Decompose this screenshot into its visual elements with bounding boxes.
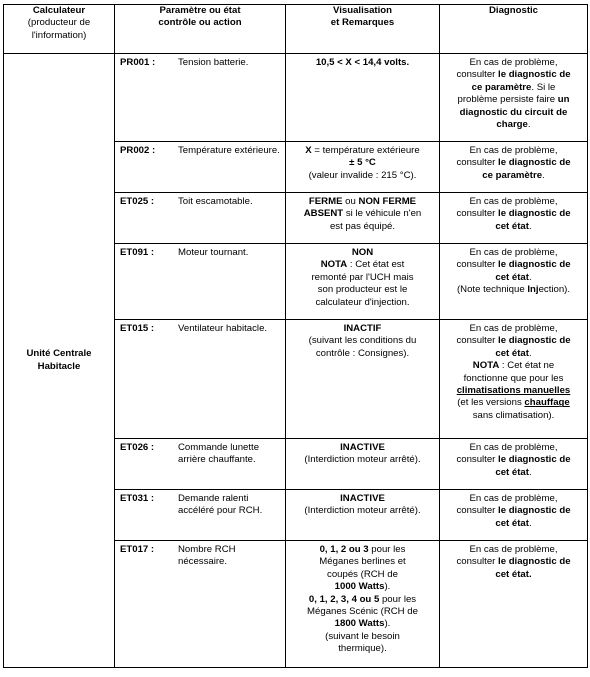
diagnostic-line	[443, 360, 584, 372]
parameter-cell	[115, 193, 286, 244]
header-vis-line-2: et Remarques	[330, 17, 395, 29]
visualisation-line	[289, 618, 436, 630]
visualisation-text: = température extérieure	[311, 145, 420, 156]
diagnostic-table	[3, 4, 588, 668]
parameter-cell	[115, 439, 286, 490]
diagnostic-text: le diagnostic de	[498, 259, 571, 271]
header-vis-line-1: Visualisation	[332, 5, 392, 16]
diagnostic-line	[443, 247, 584, 259]
diagnostic-text: consulter	[456, 335, 499, 347]
visualisation-line	[289, 544, 436, 556]
visualisation-text: INACTIVE	[340, 442, 385, 453]
visualisation-text: (suivant les conditions du	[308, 335, 417, 347]
diagnostic-line	[443, 94, 584, 106]
diagnostic-text: le diagnostic de	[498, 505, 571, 517]
diagnostic-text: . Si le	[531, 81, 556, 93]
header-calc-sub-2: l'information)	[31, 29, 87, 41]
diagnostic-line	[443, 493, 584, 505]
parameter-code: ET091 :	[120, 247, 155, 258]
diagnostic-text: consulter	[456, 69, 499, 81]
diagnostic-text: En cas de problème,	[469, 323, 558, 334]
calculator-name-line: Unité Centrale	[26, 348, 92, 360]
diagnostic-text: En cas de problème,	[469, 196, 558, 207]
diagnostic-text: consulter	[456, 556, 499, 568]
visualisation-text: Méganes Scénic (RCH de	[307, 606, 418, 618]
parameter-description: Demande ralenti accéléré pour RCH.	[178, 493, 263, 517]
diagnostic-line	[443, 505, 584, 517]
diagnostic-text: cet état	[495, 466, 529, 478]
diagnostic-text: .	[528, 517, 532, 529]
parameter-content	[120, 323, 282, 335]
parameter-content	[120, 247, 282, 259]
visualisation-text: (valeur invalide : 215 °C).	[308, 169, 417, 181]
diagnostic-text: consulter	[456, 259, 499, 271]
visualisation-text: ).	[384, 618, 391, 630]
diagnostic-line	[443, 556, 584, 568]
visualisation-cell	[286, 541, 440, 668]
diagnostic-text: cet état	[495, 271, 529, 283]
parameter-description: Commande lunette arrière chauffante.	[178, 442, 260, 466]
visualisation-line	[289, 606, 436, 618]
diagnostic-line	[443, 323, 584, 335]
diagnostic-line	[443, 170, 584, 182]
visualisation-cell	[286, 244, 440, 320]
parameter-code: ET025 :	[120, 196, 155, 207]
visualisation-text: (Interdiction moteur arrêté).	[304, 454, 421, 466]
header-diag-title: Diagnostic	[488, 5, 539, 16]
diagnostic-line	[443, 544, 584, 556]
visualisation-line	[289, 631, 436, 643]
header-calc-sub-1: (producteur de	[27, 17, 91, 29]
visualisation-line	[289, 323, 436, 335]
diagnostic-text: climatisations manuelles	[456, 385, 571, 397]
visualisation-text: 1800 Watts	[334, 618, 385, 630]
diagnostic-text: ce paramètre	[471, 81, 532, 93]
diagnostic-line	[443, 69, 584, 81]
parameter-content	[120, 57, 282, 69]
diagnostic-text: .	[528, 271, 532, 283]
visualisation-text: 0, 1, 2 ou 3	[319, 544, 369, 555]
parameter-content	[120, 442, 282, 467]
diagnostic-text: Inj	[527, 284, 539, 296]
diagnostic-text: cet état	[495, 517, 529, 529]
table-body	[4, 54, 588, 668]
diagnostic-cell	[440, 320, 588, 439]
calculator-cell	[4, 54, 115, 668]
visualisation-text: : Cet état est	[347, 259, 405, 271]
visualisation-line	[289, 259, 436, 271]
diagnostic-line	[443, 373, 584, 385]
diagnostic-cell	[440, 490, 588, 541]
diagnostic-line	[443, 82, 584, 94]
visualisation-text: NON	[351, 247, 374, 258]
header-visualisation	[286, 5, 440, 54]
visualisation-text: (Interdiction moteur arrêté).	[304, 505, 421, 517]
diagnostic-text: .	[527, 119, 531, 131]
diagnostic-text: cet état	[495, 220, 529, 232]
visualisation-line	[289, 57, 436, 69]
parameter-description: Toit escamotable.	[178, 196, 253, 207]
diagnostic-text: En cas de problème,	[469, 57, 558, 68]
visualisation-line	[289, 272, 436, 284]
diagnostic-text: (et les versions	[457, 397, 525, 409]
visualisation-line	[289, 556, 436, 568]
table-row	[4, 54, 588, 142]
diagnostic-line	[443, 208, 584, 220]
diagnostic-line	[443, 284, 584, 296]
diagnostic-text: .	[528, 347, 532, 359]
parameter-code: PR001 :	[120, 57, 156, 68]
parameter-code: ET031 :	[120, 493, 155, 504]
visualisation-text: thermique).	[338, 643, 387, 655]
visualisation-text: INACTIF	[343, 323, 382, 334]
diagnostic-line	[443, 196, 584, 208]
visualisation-text: pour les	[379, 593, 417, 605]
diagnostic-text: sans climatisation).	[472, 409, 555, 421]
visualisation-text: INACTIVE	[340, 493, 385, 504]
visualisation-text: remonté par l'UCH mais	[311, 271, 414, 283]
visualisation-line	[289, 145, 436, 157]
parameter-cell	[115, 541, 286, 668]
parameter-code: ET017 :	[120, 544, 155, 555]
diagnostic-text: consulter	[456, 208, 499, 220]
visualisation-text: pour les	[368, 544, 406, 555]
diagnostic-cell	[440, 541, 588, 668]
header-calc-title: Calculateur	[32, 5, 86, 16]
visualisation-line	[289, 170, 436, 182]
visualisation-cell	[286, 320, 440, 439]
diagnostic-cell	[440, 439, 588, 490]
diagnostic-text: En cas de problème,	[469, 544, 558, 555]
visualisation-text: si le véhicule n'en	[343, 208, 422, 220]
visualisation-text: est pas équipé.	[329, 220, 396, 232]
diagnostic-line	[443, 454, 584, 466]
visualisation-line	[289, 594, 436, 606]
diagnostic-text: le diagnostic de	[498, 69, 571, 81]
diagnostic-line	[443, 157, 584, 169]
diagnostic-line	[443, 107, 584, 119]
diagnostic-text: .	[542, 169, 545, 181]
diagnostic-line	[443, 397, 584, 409]
parameter-cell	[115, 142, 286, 193]
diagnostic-line	[443, 467, 584, 479]
header-parametre	[115, 5, 286, 54]
diagnostic-text: consulter	[456, 505, 499, 517]
parameter-description: Ventilateur habitacle.	[178, 323, 268, 334]
diagnostic-text: .	[528, 220, 532, 232]
diagnostic-line	[443, 119, 584, 131]
diagnostic-line	[443, 335, 584, 347]
diagnostic-text: un	[557, 94, 570, 106]
visualisation-text: NON FERME	[358, 196, 417, 207]
diagnostic-line	[443, 569, 584, 581]
parameter-code: ET026 :	[120, 442, 155, 453]
visualisation-cell	[286, 193, 440, 244]
visualisation-text: (suivant le besoin	[325, 630, 400, 642]
diagnostic-text: consulter	[456, 157, 499, 169]
visualisation-text: 0, 1, 2, 3, 4 ou 5	[308, 593, 380, 605]
diagnostic-line	[443, 272, 584, 284]
visualisation-text: FERME	[308, 196, 343, 207]
diagnostic-line	[443, 259, 584, 271]
visualisation-line	[289, 157, 436, 169]
diagnostic-line	[443, 518, 584, 530]
header-row	[4, 5, 588, 54]
visualisation-text: coupés (RCH de	[327, 568, 398, 580]
diagnostic-cell	[440, 193, 588, 244]
parameter-description: Nombre RCH nécessaire.	[178, 544, 236, 568]
visualisation-text: ou	[342, 196, 359, 207]
diagnostic-line	[443, 57, 584, 69]
diagnostic-text: le diagnostic de	[498, 208, 571, 220]
visualisation-text: X	[305, 145, 312, 156]
diagnostic-line	[443, 442, 584, 454]
parameter-content	[120, 544, 282, 569]
header-calculateur	[4, 5, 115, 54]
diagnostic-text: cet état.	[495, 568, 532, 580]
visualisation-text: ± 5 °C	[349, 157, 376, 169]
parameter-cell	[115, 490, 286, 541]
diagnostic-text: fonctionne que pour les	[463, 372, 564, 384]
diagnostic-line	[443, 145, 584, 157]
parameter-content	[120, 196, 282, 208]
visualisation-cell	[286, 439, 440, 490]
diagnostic-text: En cas de problème,	[469, 493, 558, 504]
visualisation-text: calculateur d'injection.	[315, 296, 410, 308]
visualisation-text: contrôle : Consignes).	[315, 347, 410, 359]
visualisation-line	[289, 493, 436, 505]
diagnostic-text: consulter	[456, 454, 499, 466]
diagnostic-text: ce paramètre	[482, 169, 543, 181]
parameter-cell	[115, 320, 286, 439]
visualisation-line	[289, 247, 436, 259]
parameter-description: Température extérieure.	[178, 145, 280, 156]
parameter-cell	[115, 54, 286, 142]
diagnostic-text: le diagnostic de	[498, 454, 571, 466]
visualisation-text: son producteur est le	[317, 284, 408, 296]
header-param-line-1: Paramètre ou état	[159, 5, 241, 16]
diagnostic-text: En cas de problème,	[469, 145, 558, 156]
visualisation-line	[289, 505, 436, 517]
visualisation-text: 1000 Watts	[334, 581, 385, 593]
visualisation-line	[289, 442, 436, 454]
diagnostic-text: le diagnostic de	[498, 157, 571, 169]
diagnostic-text: ection).	[538, 284, 571, 296]
diagnostic-text: problème persiste faire	[457, 94, 558, 106]
parameter-code: PR002 :	[120, 145, 156, 156]
diagnostic-line	[443, 348, 584, 360]
visualisation-text: 10,5 < X < 14,4 volts.	[315, 57, 410, 68]
parameter-code: ET015 :	[120, 323, 155, 334]
visualisation-line	[289, 196, 436, 208]
parameter-description: Tension batterie.	[178, 57, 249, 68]
diagnostic-text: diagnostic du circuit de	[459, 106, 568, 118]
diagnostic-text: NOTA	[472, 360, 500, 372]
visualisation-text: ABSENT	[303, 208, 344, 220]
visualisation-cell	[286, 54, 440, 142]
visualisation-line	[289, 208, 436, 220]
parameter-cell	[115, 244, 286, 320]
diagnostic-line	[443, 385, 584, 397]
diagnostic-cell	[440, 244, 588, 320]
visualisation-cell	[286, 490, 440, 541]
visualisation-line	[289, 297, 436, 309]
visualisation-line	[289, 569, 436, 581]
visualisation-line	[289, 221, 436, 233]
visualisation-line	[289, 348, 436, 360]
visualisation-line	[289, 284, 436, 296]
parameter-description: Moteur tournant.	[178, 247, 249, 258]
header-param-line-2: contrôle ou action	[158, 17, 242, 29]
diagnostic-text: : Cet état ne	[499, 360, 555, 372]
visualisation-text: Méganes berlines et	[319, 556, 406, 568]
visualisation-text: ).	[384, 581, 391, 593]
visualisation-line	[289, 581, 436, 593]
diagnostic-text: chauffage	[524, 397, 570, 409]
diagnostic-text: le diagnostic de	[498, 335, 571, 347]
diagnostic-cell	[440, 54, 588, 142]
diagnostic-text: charge	[496, 119, 528, 131]
header-diagnostic	[440, 5, 588, 54]
visualisation-cell	[286, 142, 440, 193]
diagnostic-cell	[440, 142, 588, 193]
diagnostic-line	[443, 410, 584, 422]
visualisation-line	[289, 643, 436, 655]
visualisation-line	[289, 454, 436, 466]
visualisation-text: NOTA	[320, 259, 348, 271]
calculator-name-line: Habitacle	[37, 360, 81, 372]
visualisation-line	[289, 335, 436, 347]
diagnostic-text: .	[528, 466, 532, 478]
diagnostic-text: (Note technique	[456, 284, 528, 296]
diagnostic-text: cet état	[495, 347, 529, 359]
parameter-content	[120, 493, 282, 518]
diagnostic-text: le diagnostic de	[498, 556, 571, 568]
diagnostic-text: En cas de problème,	[469, 247, 558, 258]
diagnostic-text: En cas de problème,	[469, 442, 558, 453]
diagnostic-line	[443, 221, 584, 233]
parameter-content	[120, 145, 282, 157]
